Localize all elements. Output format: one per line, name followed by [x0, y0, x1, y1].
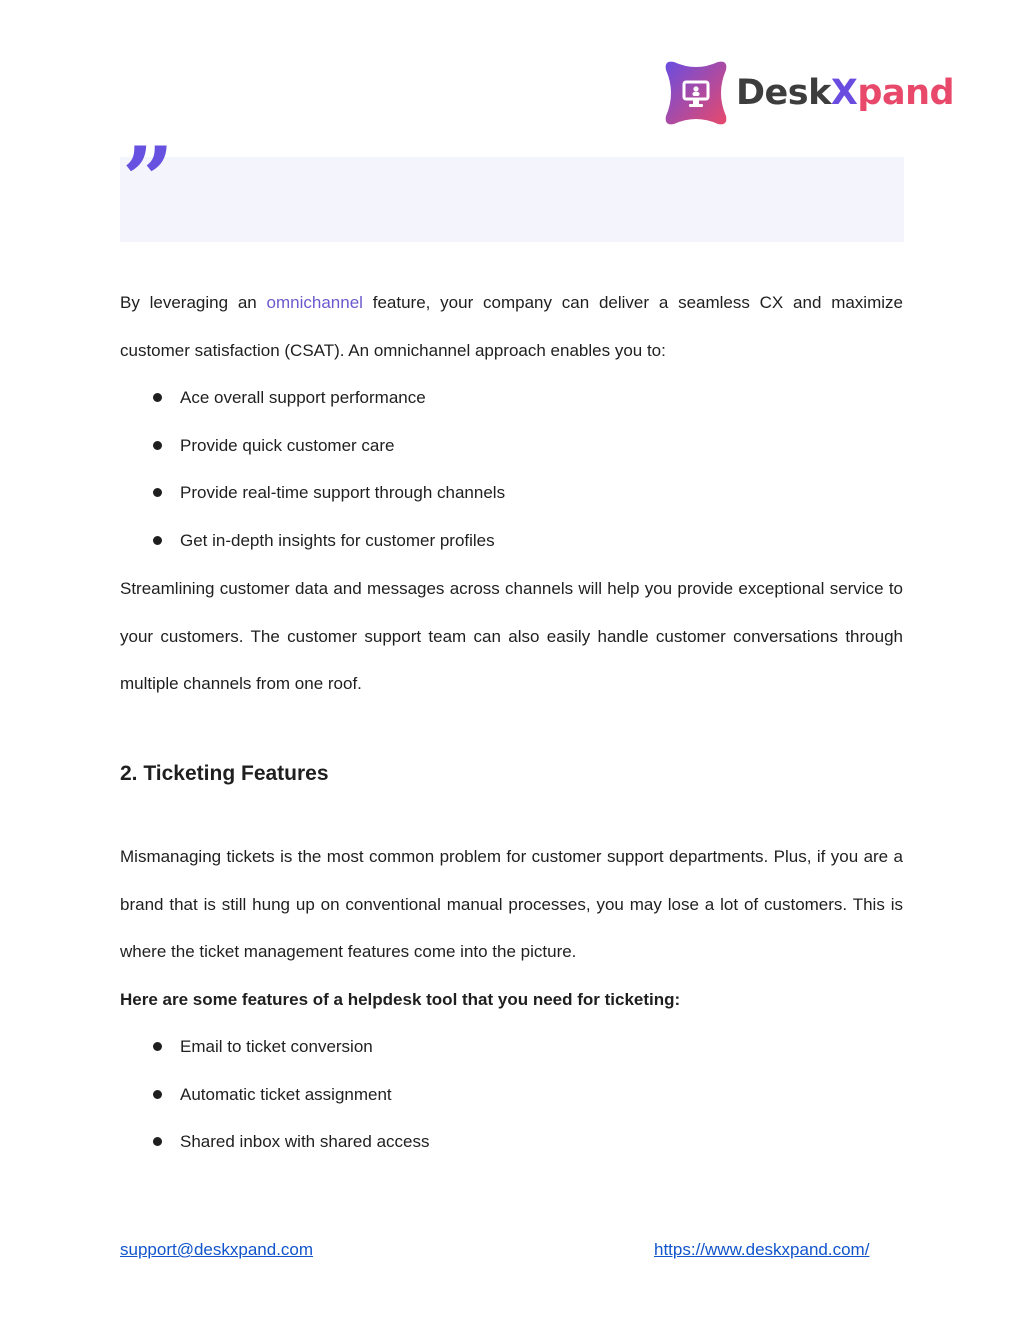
list-item-label: Shared inbox with shared access: [180, 1132, 430, 1152]
omnichannel-link[interactable]: omnichannel: [266, 293, 363, 312]
quote-icon: ”: [122, 127, 162, 233]
bullet-icon: [153, 1137, 162, 1146]
streamlining-paragraph: Streamlining customer data and messages across channels will help you provide exceptional service to your customers. The customer support team can also easily handle customer conversations through multiple channels from one roof.: [120, 579, 903, 694]
list-item: [120, 517, 505, 565]
omnichannel-benefits-list: [120, 374, 505, 564]
list-item: [120, 1023, 429, 1071]
footer-email-link[interactable]: support@deskxpand.com: [120, 1240, 314, 1259]
brand-wordmark: [736, 72, 955, 113]
ticketing-lead: Here are some features of a helpdesk tool that you need for ticketing:: [120, 990, 681, 1009]
list-item: [120, 1071, 429, 1119]
intro-paragraph: [120, 279, 903, 374]
ticketing-features-list: [120, 1023, 429, 1166]
list-item: [120, 422, 505, 470]
section-heading: 2. Ticketing Features: [120, 762, 329, 785]
brand-name-pand: pand: [857, 72, 955, 113]
list-item-label: Ace overall support performance: [180, 388, 426, 407]
intro-text-after: feature, your company can deliver a seamless CX and maximize customer satisfaction (CSAT). An omnichannel approach enables you to:: [120, 293, 903, 360]
bullet-icon: [153, 1042, 162, 1051]
list-item: [120, 374, 505, 422]
list-item-label: Provide quick customer care: [180, 435, 395, 455]
bullet-icon: [153, 1090, 162, 1099]
intro-text-before: By leveraging an: [120, 293, 267, 312]
brand-name-desk: Desk: [736, 72, 831, 113]
list-item: [120, 1118, 429, 1166]
footer-website-link[interactable]: https://www.deskxpand.com/: [654, 1240, 870, 1259]
list-item-label: Automatic ticket assignment: [180, 1084, 392, 1104]
brand-name-x: X: [830, 72, 858, 113]
bullet-icon: [153, 441, 162, 450]
bullet-icon: [153, 536, 162, 545]
bullet-icon: [153, 393, 162, 402]
list-item-label: Get in-depth insights for customer profiles: [180, 530, 495, 550]
brand-logo[interactable]: [664, 60, 954, 126]
monitor-x-icon: [664, 60, 728, 126]
quote-block: [120, 127, 904, 242]
list-item-label: Email to ticket conversion: [180, 1037, 373, 1056]
list-item: [120, 469, 505, 517]
list-item-label: Provide real-time support through channels: [180, 483, 506, 503]
ticketing-paragraph: Mismanaging tickets is the most common problem for customer support departments. Plus, if you are a brand that is still hung up on conventional manual processes, you may lose a lot of customers. This is where the ticket management features come into the picture.: [120, 847, 903, 962]
bullet-icon: [153, 488, 162, 497]
